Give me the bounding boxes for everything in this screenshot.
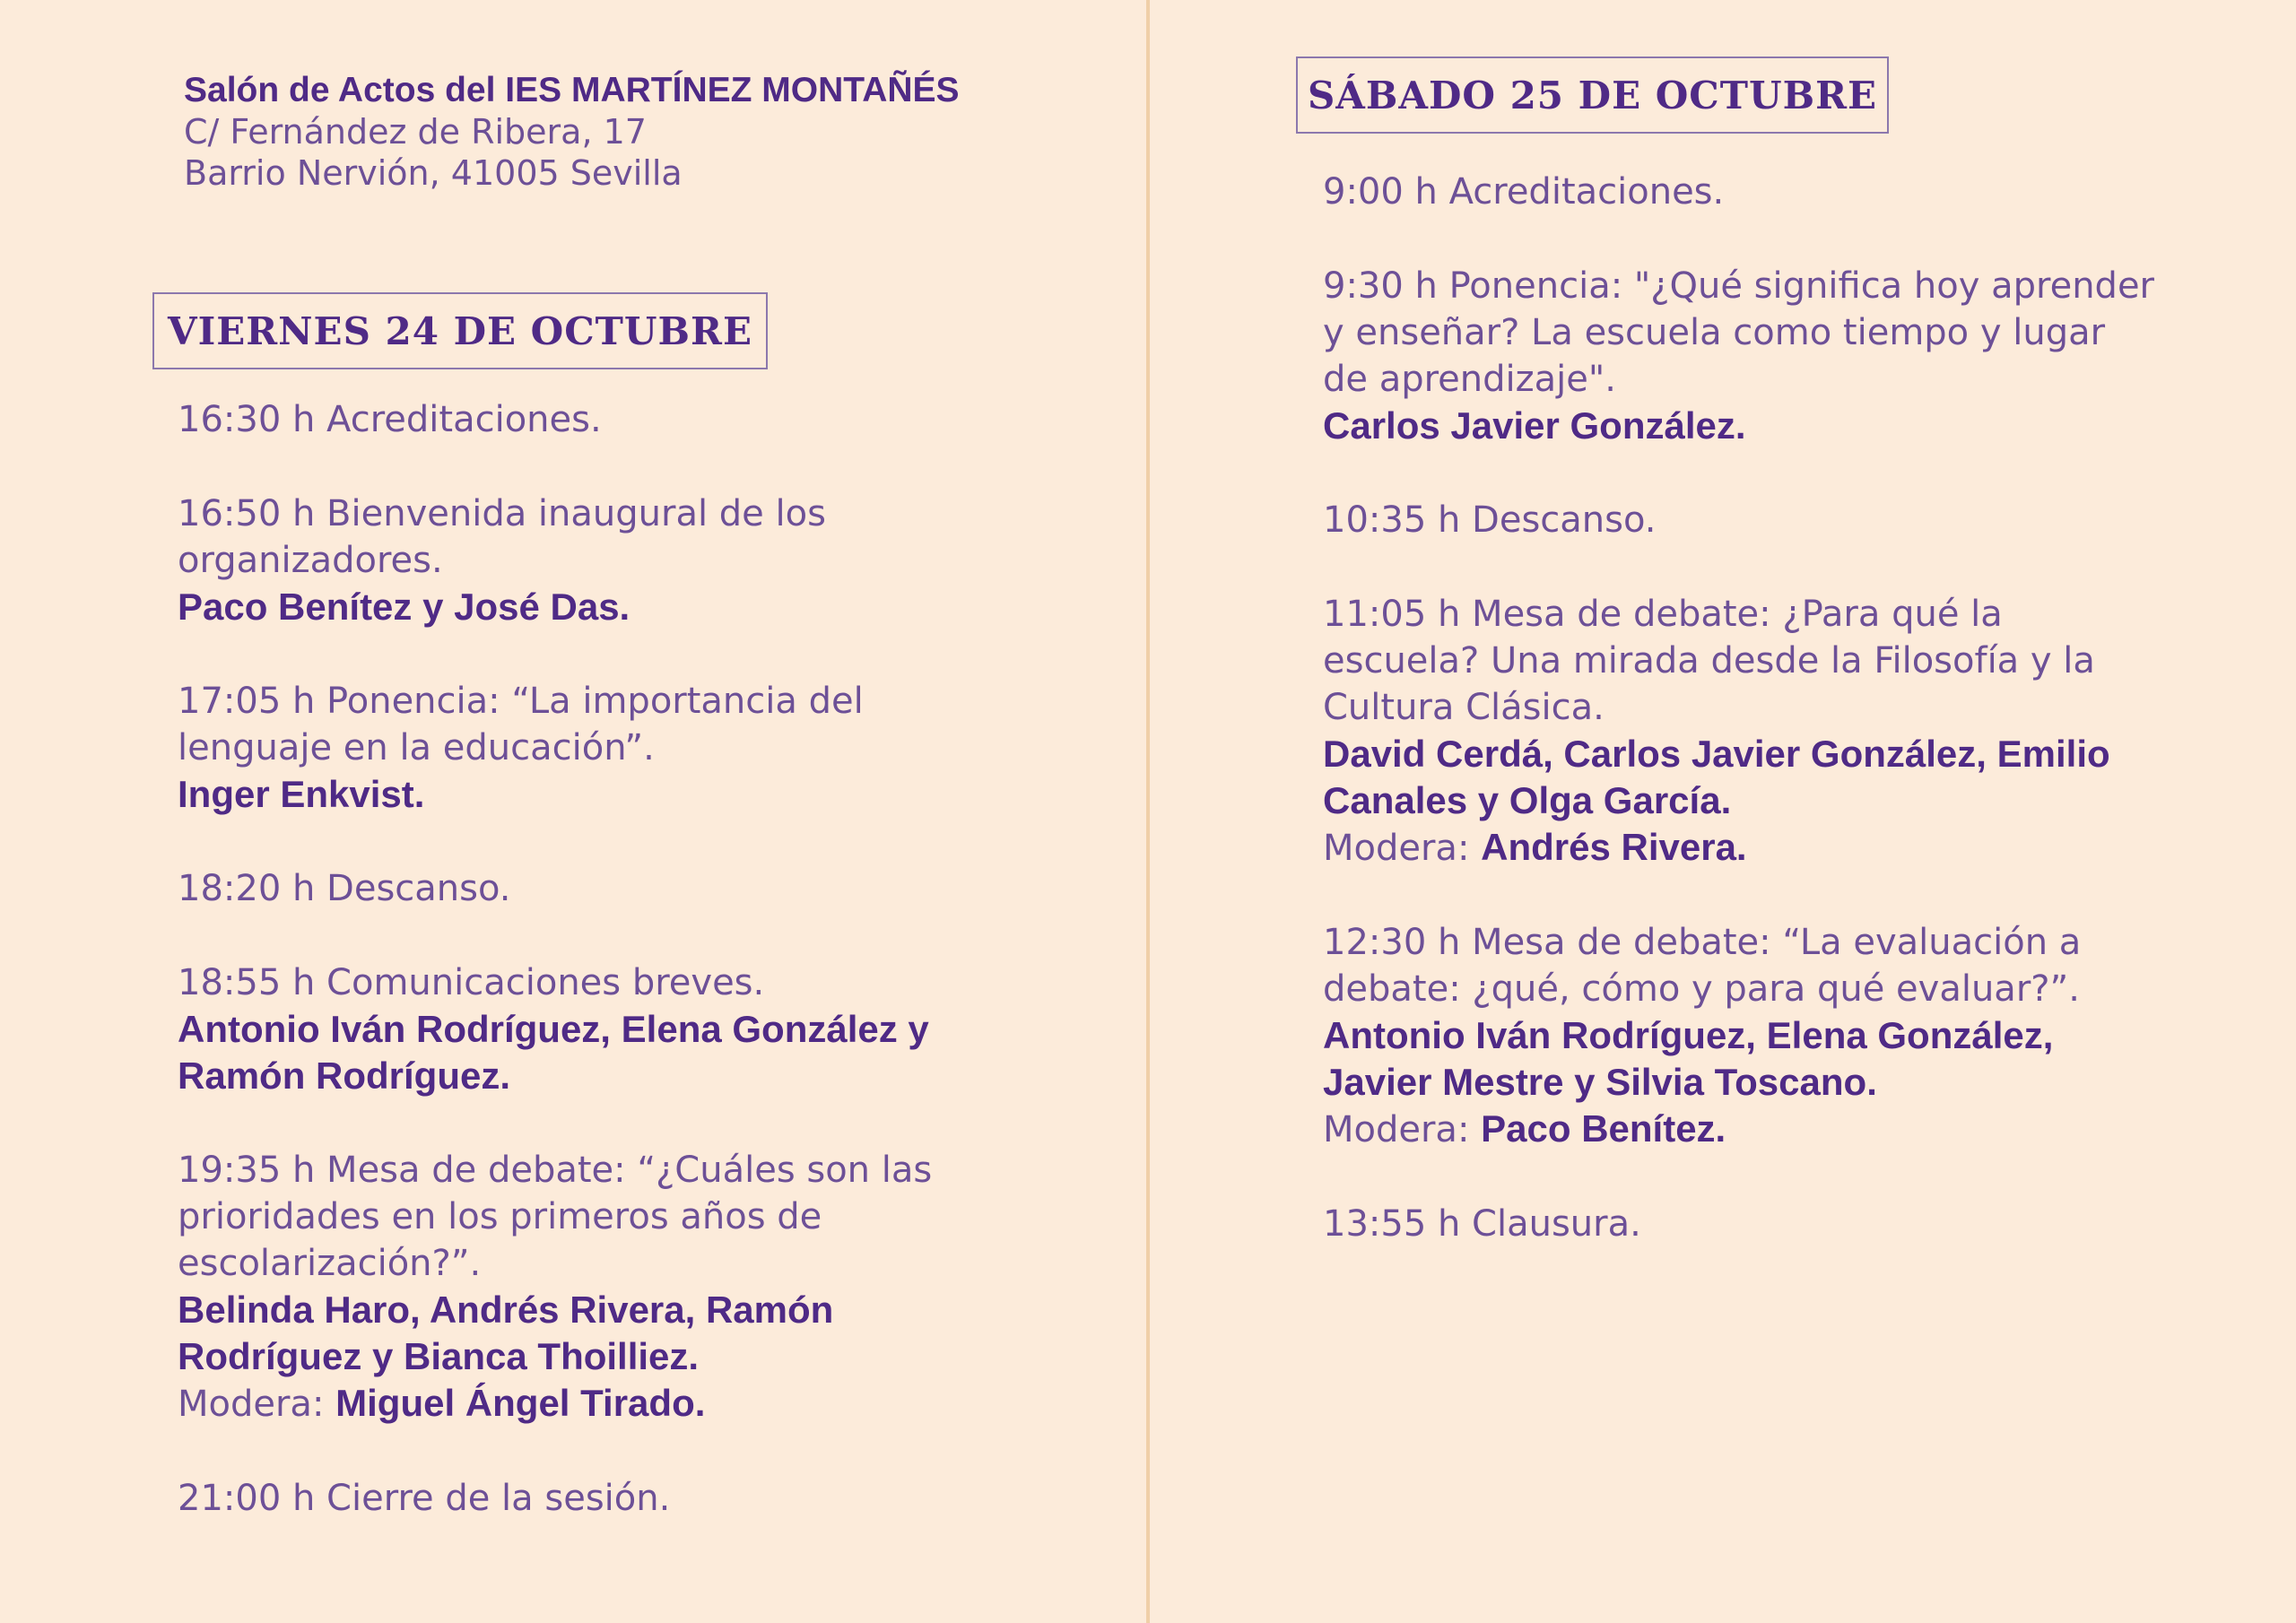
program-item	[178, 865, 1012, 912]
program-item-text: 17:05 h Ponencia: “La importancia del lenguaje en la educación”.	[178, 681, 864, 768]
moderator-label: Modera:	[1323, 828, 1470, 869]
center-fold	[1146, 0, 1150, 1623]
program-item	[1323, 919, 2157, 1153]
program-item-speakers: Paco Benítez y José Das.	[178, 586, 631, 628]
program-item	[1323, 497, 2157, 543]
venue-address: C/ Fernández de Ribera, 17	[184, 112, 647, 152]
friday-heading: VIERNES 24 DE OCTUBRE	[152, 292, 768, 369]
program-item	[1323, 169, 2157, 215]
moderator-name: Miguel Ángel Tirado.	[335, 1382, 706, 1424]
program-item	[178, 1147, 1012, 1428]
moderator-label: Modera:	[1323, 1109, 1470, 1150]
program-item-text: 16:50 h Bienvenida inaugural de los organizadores.	[178, 493, 826, 581]
program-item-text: 19:35 h Mesa de debate: “¿Cuáles son las prioridades en los primeros años de escolarización?”.	[178, 1150, 933, 1284]
program-item	[1323, 263, 2157, 449]
program-item-speakers: Antonio Iván Rodríguez, Elena González, Javier Mestre y Silvia Toscano.	[1323, 1014, 2054, 1103]
program-item-speakers: Carlos Javier González.	[1323, 404, 1746, 447]
program-item	[178, 396, 1012, 443]
program-item-text: 13:55 h Clausura.	[1323, 1203, 1641, 1245]
moderator-label: Modera:	[178, 1384, 325, 1425]
program-item	[178, 959, 1012, 1099]
program-item-text: 18:55 h Comunicaciones breves.	[178, 962, 765, 1003]
program-item	[178, 1475, 1012, 1522]
friday-program	[178, 396, 1012, 1569]
program-item	[178, 678, 1012, 818]
program-item-text: 9:30 h Ponencia: "¿Qué significa hoy aprender y enseñar? La escuela como tiempo y lugar de aprendizaje".	[1323, 265, 2154, 400]
program-item-speakers: Belinda Haro, Andrés Rivera, Ramón Rodríguez y Bianca Thoilliez.	[178, 1289, 834, 1377]
moderator-name: Paco Benítez.	[1481, 1107, 1726, 1150]
program-item	[178, 490, 1012, 630]
program-item-speakers: Antonio Iván Rodríguez, Elena González y Ramón Rodríguez.	[178, 1008, 929, 1097]
venue-name: Salón de Actos del IES MARTÍNEZ MONTAÑÉS	[184, 71, 960, 109]
program-item-text: 11:05 h Mesa de debate: ¿Para qué la escuela? Una mirada desde la Filosofía y la Cultura Clásica.	[1323, 594, 2095, 728]
saturday-heading: SÁBADO 25 DE OCTUBRE	[1296, 56, 1889, 134]
program-item-text: 12:30 h Mesa de debate: “La evaluación a debate: ¿qué, cómo y para qué evaluar?”.	[1323, 922, 2082, 1010]
program-item-moderator-line	[1323, 824, 2157, 872]
moderator-name: Andrés Rivera.	[1481, 826, 1747, 868]
program-item-text: 9:00 h Acreditaciones.	[1323, 171, 1725, 213]
program-item-moderator-line	[178, 1380, 1012, 1428]
program-item-speakers: David Cerdá, Carlos Javier González, Emilio Canales y Olga García.	[1323, 733, 2110, 821]
program-item-speakers: Inger Enkvist.	[178, 773, 425, 815]
program-item-text: 16:30 h Acreditaciones.	[178, 399, 602, 440]
venue-block	[184, 70, 960, 194]
program-item-moderator-line	[1323, 1106, 2157, 1153]
venue-district: Barrio Nervión, 41005 Sevilla	[184, 153, 683, 193]
program-item	[1323, 1201, 2157, 1247]
program-item-text: 21:00 h Cierre de la sesión.	[178, 1478, 671, 1519]
program-item	[1323, 591, 2157, 872]
program-item-text: 18:20 h Descanso.	[178, 868, 511, 909]
program-item-text: 10:35 h Descanso.	[1323, 499, 1657, 541]
saturday-program	[1323, 169, 2157, 1295]
